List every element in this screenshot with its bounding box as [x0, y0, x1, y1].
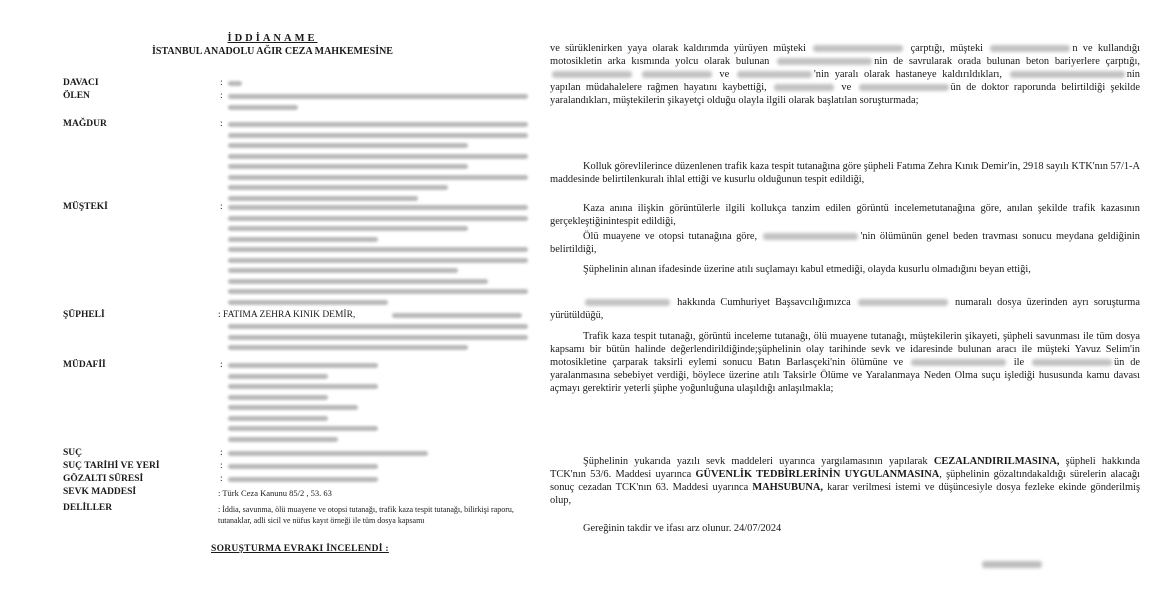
- colon: :: [220, 91, 223, 101]
- redacted-musteki: [228, 205, 528, 310]
- label-gozalti: GÖZALTI SÜRESİ: [63, 474, 144, 484]
- redacted-mudafii: [228, 363, 378, 447]
- label-suc-tarihi: SUÇ TARİHİ VE YERİ: [63, 461, 160, 471]
- court-name: İSTANBUL ANADOLU AĞIR CEZA MAHKEMESİNE: [152, 46, 393, 57]
- paragraph-2: Kolluk görevlilerince düzenlenen trafik kaza tespit tutanağına göre şüpheli Fatıma Zehra Kınık Demir'in, 2918 sayılı KTK'nın 57/1-A maddesinde belirtilenkuralı ihlal ettiği ve kusurlu olduğunun tespit edildiği,: [550, 161, 1140, 186]
- label-musteki: MÜŞTEKİ: [63, 202, 108, 212]
- redacted-davaci: [228, 81, 242, 92]
- redacted-name: [763, 233, 858, 240]
- redacted-supheli: [228, 324, 528, 356]
- redacted-name: [911, 359, 1006, 366]
- paragraph-6: hakkında Cumhuriyet Başsavcılığımızca numaralı dosya üzerinden ayrı soruşturma yürütüldüğü,: [550, 297, 1140, 322]
- redacted-name: [737, 71, 812, 78]
- colon: :: [220, 448, 223, 458]
- label-olen: ÖLEN: [63, 91, 90, 101]
- redacted-name: [552, 71, 632, 78]
- colon: :: [220, 78, 223, 88]
- colon: :: [220, 360, 223, 370]
- colon: :: [220, 461, 223, 471]
- label-suc: SUÇ: [63, 448, 83, 458]
- supheli-value: : FATIMA ZEHRA KINIK DEMİR,: [218, 310, 356, 320]
- deliller-value: : İddia, savunma, ölü muayene ve otopsi tutanağı, trafik kaza tespit tutanağı, bilirkişi raporu, tutanaklar, adli sicil ve nüfus kayıt örneği ile tüm dosya kapsamı: [218, 505, 514, 525]
- redacted-name: [859, 84, 949, 91]
- left-page: [0, 0, 545, 595]
- redacted-name: [813, 45, 903, 52]
- redacted-suc: [228, 451, 428, 462]
- colon: :: [220, 474, 223, 484]
- label-magdur: MAĞDUR: [63, 119, 107, 129]
- label-davaci: DAVACI: [63, 78, 99, 88]
- paragraph-4: Ölü muayene ve otopsi tutanağına göre, 'nin ölümünün genel beden travması sonucu meydana geldiğinin belirtildiği,: [550, 231, 1140, 256]
- redacted-name: [1010, 71, 1125, 78]
- label-sevk: SEVK MADDESİ: [63, 487, 137, 497]
- right-page: [550, 0, 1150, 595]
- redacted-name: [585, 299, 670, 306]
- colon: :: [220, 202, 223, 212]
- redacted-supheli-inline: [392, 313, 522, 324]
- redacted-name: [990, 45, 1070, 52]
- sevk-value: : Türk Ceza Kanunu 85/2 , 53. 63: [218, 488, 332, 498]
- redacted-olen: [228, 94, 528, 115]
- examination-heading: SORUŞTURMA EVRAKI İNCELENDİ :: [211, 544, 389, 554]
- redacted-suc-tarihi: [228, 464, 378, 475]
- label-mudafii: MÜDAFİİ: [63, 360, 106, 370]
- closing-line: Gereğinin takdir ve ifası arz olunur. 24/07/2024: [583, 523, 782, 534]
- redacted-magdur: [228, 122, 528, 206]
- paragraph-5: Şüphelinin alınan ifadesinde üzerine atılı suçlamayı kabul etmediği, olayda kusurlu olmadığını beyan ettiği,: [583, 264, 1031, 275]
- redacted-name: [1032, 359, 1112, 366]
- document-title: İDDİANAME: [227, 33, 318, 44]
- redacted-file-number: [858, 299, 948, 306]
- paragraph-7: Trafik kaza tespit tutanağı, görüntü inceleme tutanağı, ölü muayene tutanağı, müştekilerin şikayeti, şüpheli savunması ile tüm dosya kapsamı bir bütün halinde değerlendirildiğinde;şüphelinin olay tarihinde sevk ve idaresinde bulunan aracı ile müşteki Yavuz Selim'in motosikletine çarparak taksirli eylemi sonucu Batın Barlasçeki'nin ölümüne ve ile ün de yaralanmasına sebebiyet verdiği, böylece üzerine atılı Taksirle Ölüme ve Yaralanmaya Neden Olma suçu işlediği hususunda kamu davası açmayı gerektirir yeterli şüphe yoğunluğuna ulaşıldığı anlaşılmakla;: [550, 331, 1140, 395]
- redacted-name: [777, 58, 872, 65]
- label-supheli: ŞÜPHELİ: [63, 310, 105, 320]
- redacted-name: [642, 71, 712, 78]
- colon: :: [220, 119, 223, 129]
- redacted-gozalti: [228, 477, 378, 488]
- redacted-signature: [982, 561, 1042, 568]
- paragraph-3: Kaza anına ilişkin görüntülerle ilgili kollukça tanzim edilen görüntü incelemetutanağına göre, anılan şekilde trafik kazasının gerçekleştiğinintespit edildiği,: [550, 203, 1140, 228]
- redacted-name: [774, 84, 834, 91]
- paragraph-1: ve sürüklenirken yaya olarak kaldırımda yürüyen müşteki çarptığı, müşteki n ve kullandığı motosikletin arka kısmında yolcu olarak bulunan nin de savrularak orada bulunan beton bariyerlere çarptığı, ve 'nin yaralı olarak hastaneye kaldırıldıkları, nin yapılan müdahalelere rağmen hayatını kaybettiği, ve ün de doktor raporunda belirtildiği şekilde yaralandıkları, müştekilerin şikayetçi olduğu olayla ilgili olarak başlatılan soruşturmada;: [550, 43, 1140, 107]
- paragraph-8: Şüphelinin yukarıda yazılı sevk maddeleri uyarınca yargılamasının yapılarak CEZALANDIRILMASINA, şüpheli hakkında TCK'nın 53/6. Maddesi uyarınca GÜVENLİK TEDBİRLERİNİN UYGULANMASINA, şüphelinin gözaltındakaldığı sürelerin alacağı sonuç cezadan TCK'nın 63. Maddesi uyarınca MAHSUBUNA, karar verilmesi istemi ve düşüncesiyle dosya fezleke ekinde gönderilmiş olup,: [550, 456, 1141, 507]
- label-deliller: DELİLLER: [63, 503, 113, 513]
